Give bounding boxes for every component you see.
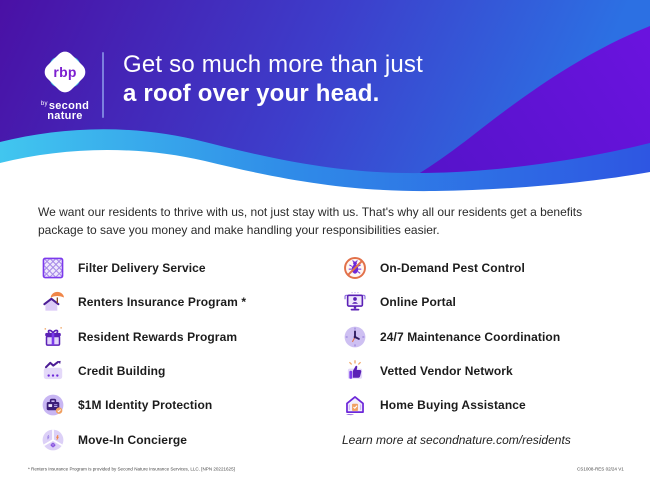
pest-control-icon	[342, 255, 368, 281]
second-nature-wordmark	[25, 99, 105, 121]
rbp-logo	[47, 54, 83, 90]
home-buying-icon	[342, 392, 368, 418]
benefit-row	[342, 388, 642, 422]
benefit-row	[342, 285, 642, 319]
benefits-left-column	[40, 251, 335, 457]
learn-more-row	[342, 422, 642, 456]
maintenance-coordination-icon	[342, 324, 368, 350]
benefit-row	[342, 320, 642, 354]
benefit-label: $1M Identity Protection	[78, 398, 213, 413]
headline-line1: Get so much more than just	[123, 51, 423, 78]
benefit-row	[342, 354, 642, 388]
learn-more-text: Learn more at secondnature.com/residents	[342, 432, 571, 447]
benefits-right-column	[342, 251, 642, 457]
benefit-label: Resident Rewards Program	[78, 329, 238, 344]
benefit-label: Filter Delivery Service	[78, 261, 206, 276]
benefit-label: On-Demand Pest Control	[380, 261, 525, 276]
headline-line2: a roof over your head.	[123, 80, 380, 107]
benefit-label: Online Portal	[380, 295, 456, 310]
renters-insurance-icon	[40, 289, 66, 315]
benefit-row	[40, 354, 335, 388]
benefit-label: Move-In Concierge	[78, 432, 188, 447]
vendor-network-icon	[342, 358, 368, 384]
benefit-row	[40, 285, 335, 319]
online-portal-icon	[342, 289, 368, 315]
benefit-label: Renters Insurance Program *	[78, 295, 247, 310]
document-code: CS1008-RES 02/24 V1	[577, 467, 624, 472]
header-banner	[0, 0, 650, 200]
logo-brand-line1: second	[48, 100, 90, 112]
benefit-label: Home Buying Assistance	[380, 398, 526, 413]
benefit-label: Vetted Vendor Network	[380, 364, 513, 379]
insurance-footnote: * Renters Insurance Program is provided by Second Nature Insurance Services, LLC. [NPN 20221625]	[28, 467, 235, 472]
logo-rbp-text: rbp	[53, 64, 77, 80]
benefit-row	[40, 320, 335, 354]
benefit-row	[40, 422, 335, 456]
credit-building-icon	[40, 358, 66, 384]
logo-brand-line2: nature	[47, 110, 83, 122]
filter-delivery-icon	[40, 255, 66, 281]
intro-paragraph: We want our residents to thrive with us, not just stay with us. That's why all our residents get a benefits package to save you money and make handling your responsibilities easier.	[38, 205, 583, 237]
move-in-concierge-icon	[40, 427, 66, 453]
headline	[123, 50, 423, 108]
identity-protection-icon	[40, 392, 66, 418]
benefit-label: 24/7 Maintenance Coordination	[380, 329, 561, 344]
benefit-label: Credit Building	[78, 364, 166, 379]
benefit-row	[342, 251, 642, 285]
resident-rewards-icon	[40, 324, 66, 350]
benefit-row	[40, 251, 335, 285]
logo-by-text: by	[40, 101, 48, 107]
benefit-row	[40, 388, 335, 422]
header-divider-line	[102, 52, 104, 118]
